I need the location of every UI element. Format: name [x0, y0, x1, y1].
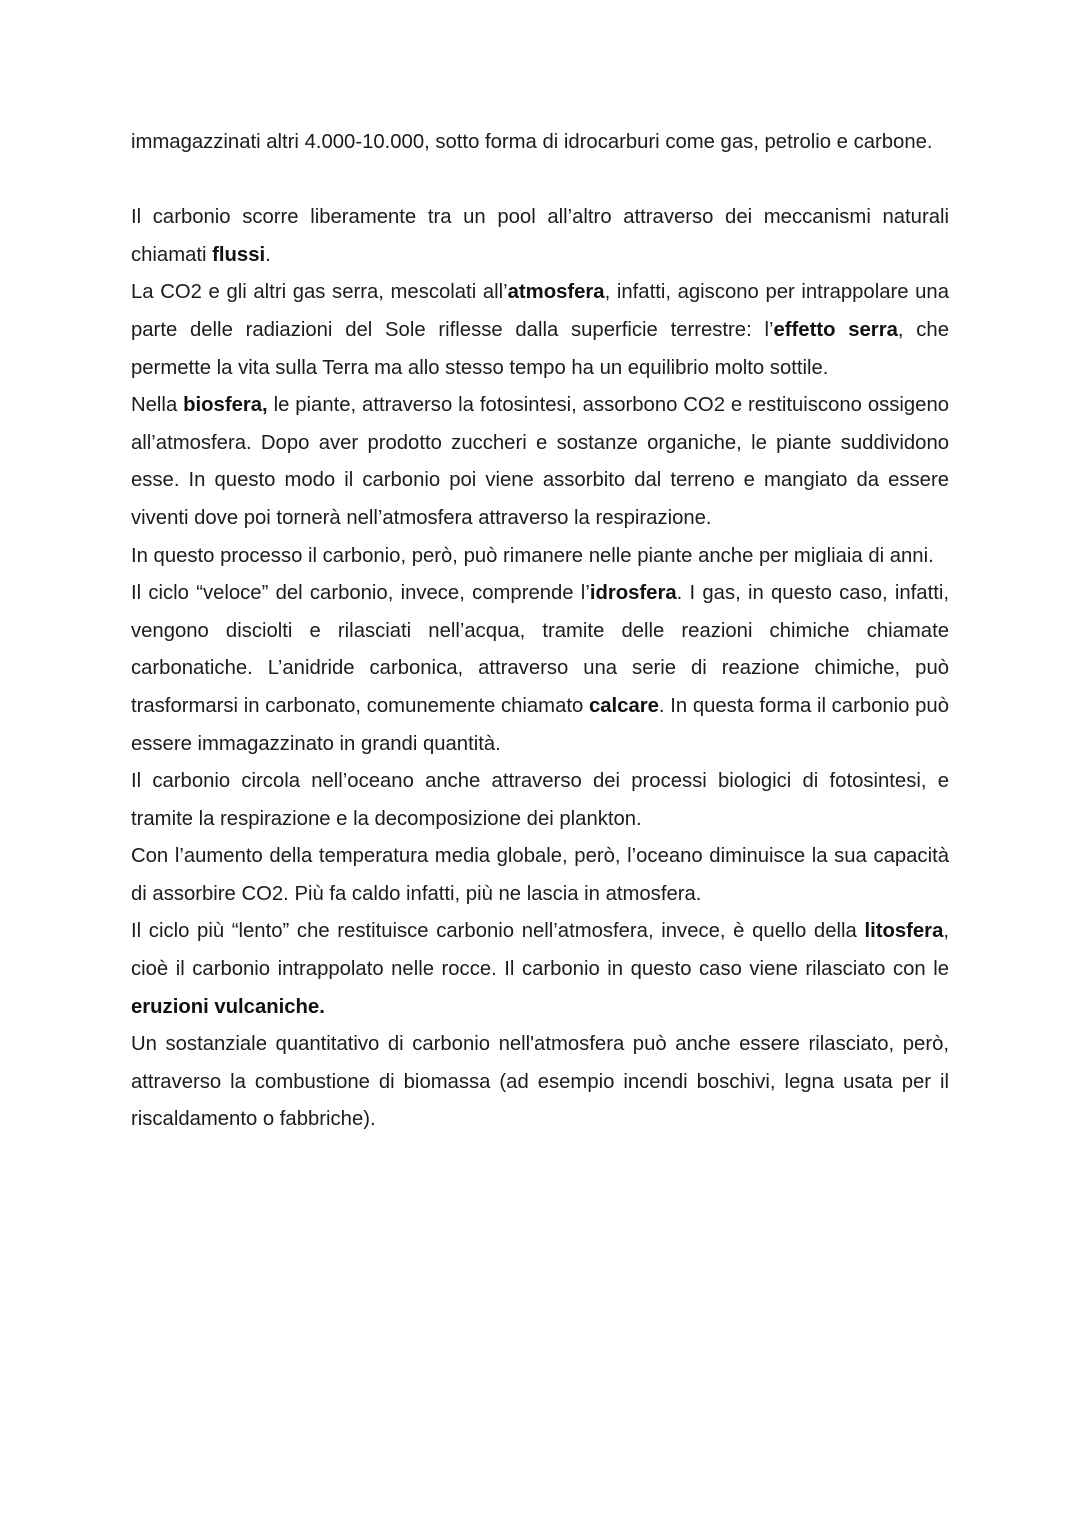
text-run: Nella — [131, 394, 184, 417]
text-run: . In questa forma il carbonio può essere immagazzinato in grandi quantità. — [131, 694, 949, 755]
text-run: Con l’aumento della temperatura media globale, però, l’oceano diminuisce la sua capacità di assorbire CO2. Più fa caldo infatti, più ne lascia in atmosfera. — [131, 845, 949, 905]
text-run: , cioè il carbonio intrappolato nelle rocce. Il carbonio in questo caso viene rilasciato con le — [131, 920, 949, 981]
paragraph-3 — [131, 274, 949, 387]
paragraph-6 — [131, 575, 949, 763]
text-run: Il ciclo più “lento” che restituisce carbonio nell’atmosfera, invece, è quello della — [131, 920, 865, 943]
bold-term-atmosfera: atmosfera — [507, 281, 605, 304]
bold-term-biosfera: biosfera, — [183, 394, 268, 417]
bold-term-flussi: flussi — [212, 243, 266, 266]
paragraph-4 — [131, 387, 949, 537]
text-run: Il carbonio circola nell’oceano anche attraverso dei processi biologici di fotosintesi, e tramite la respirazione e la decomposizione dei plankton. — [131, 770, 949, 830]
text-run: , che permette la vita sulla Terra ma allo stesso tempo ha un equilibrio molto sottile. — [131, 318, 949, 379]
paragraph-10 — [131, 1026, 949, 1139]
paragraph-gap — [131, 162, 949, 200]
paragraph-9 — [131, 913, 949, 1026]
text-run: La CO2 e gli altri gas serra, mescolati all’ — [131, 281, 508, 304]
bold-term-eruzioni-vulcaniche: eruzioni vulcaniche. — [131, 995, 325, 1018]
bold-term-calcare: calcare — [588, 694, 659, 717]
paragraph-8 — [131, 838, 949, 913]
bold-term-idrosfera: idrosfera — [589, 582, 677, 605]
bold-term-effetto-serra: effetto serra — [773, 318, 898, 341]
text-run: Il carbonio scorre liberamente tra un pool all’altro attraverso dei meccanismi naturali chiamati — [131, 206, 949, 266]
paragraph-2 — [131, 199, 949, 274]
text-run: Un sostanziale quantitativo di carbonio nell'atmosfera può anche essere rilasciato, però, attraverso la combustione di biomassa (ad esempio incendi boschivi, legna usata per il riscaldamento o fabbriche). — [131, 1033, 949, 1131]
text-run: immagazzinati altri 4.000-10.000, sotto forma di idrocarburi come gas, petrolio e carbone. — [131, 131, 933, 153]
paragraph-1 — [131, 124, 949, 162]
text-run: . — [265, 243, 271, 266]
text-run: . I gas, in questo caso, infatti, vengono disciolti e rilasciati nell’acqua, tramite delle reazioni chimiche chiamate carbonatiche. L’anidride carbonica, attraverso una serie di reazione chimiche, può trasformarsi in carbonato, comunemente chiamato — [131, 582, 949, 717]
paragraph-7 — [131, 763, 949, 838]
text-run: , infatti, agiscono per intrappolare una parte delle radiazioni del Sole riflesse dalla superficie terrestre: l’ — [131, 281, 949, 341]
text-run: In questo processo il carbonio, però, può rimanere nelle piante anche per migliaia di anni. — [131, 544, 934, 567]
text-column — [131, 124, 949, 1139]
bold-term-litosfera: litosfera — [864, 920, 944, 943]
text-run: le piante, attraverso la fotosintesi, assorbono CO2 e restituiscono ossigeno all’atmosfera. Dopo aver prodotto zuccheri e sostanze organiche, le piante suddividono esse. In questo modo il carbonio poi viene assorbito dal terreno e mangiato da essere viventi dove poi tornerà nell’atmosfera attraverso la respirazione. — [131, 394, 949, 529]
text-run: Il ciclo “veloce” del carbonio, invece, comprende l’ — [131, 582, 590, 605]
paragraph-5 — [131, 538, 949, 576]
